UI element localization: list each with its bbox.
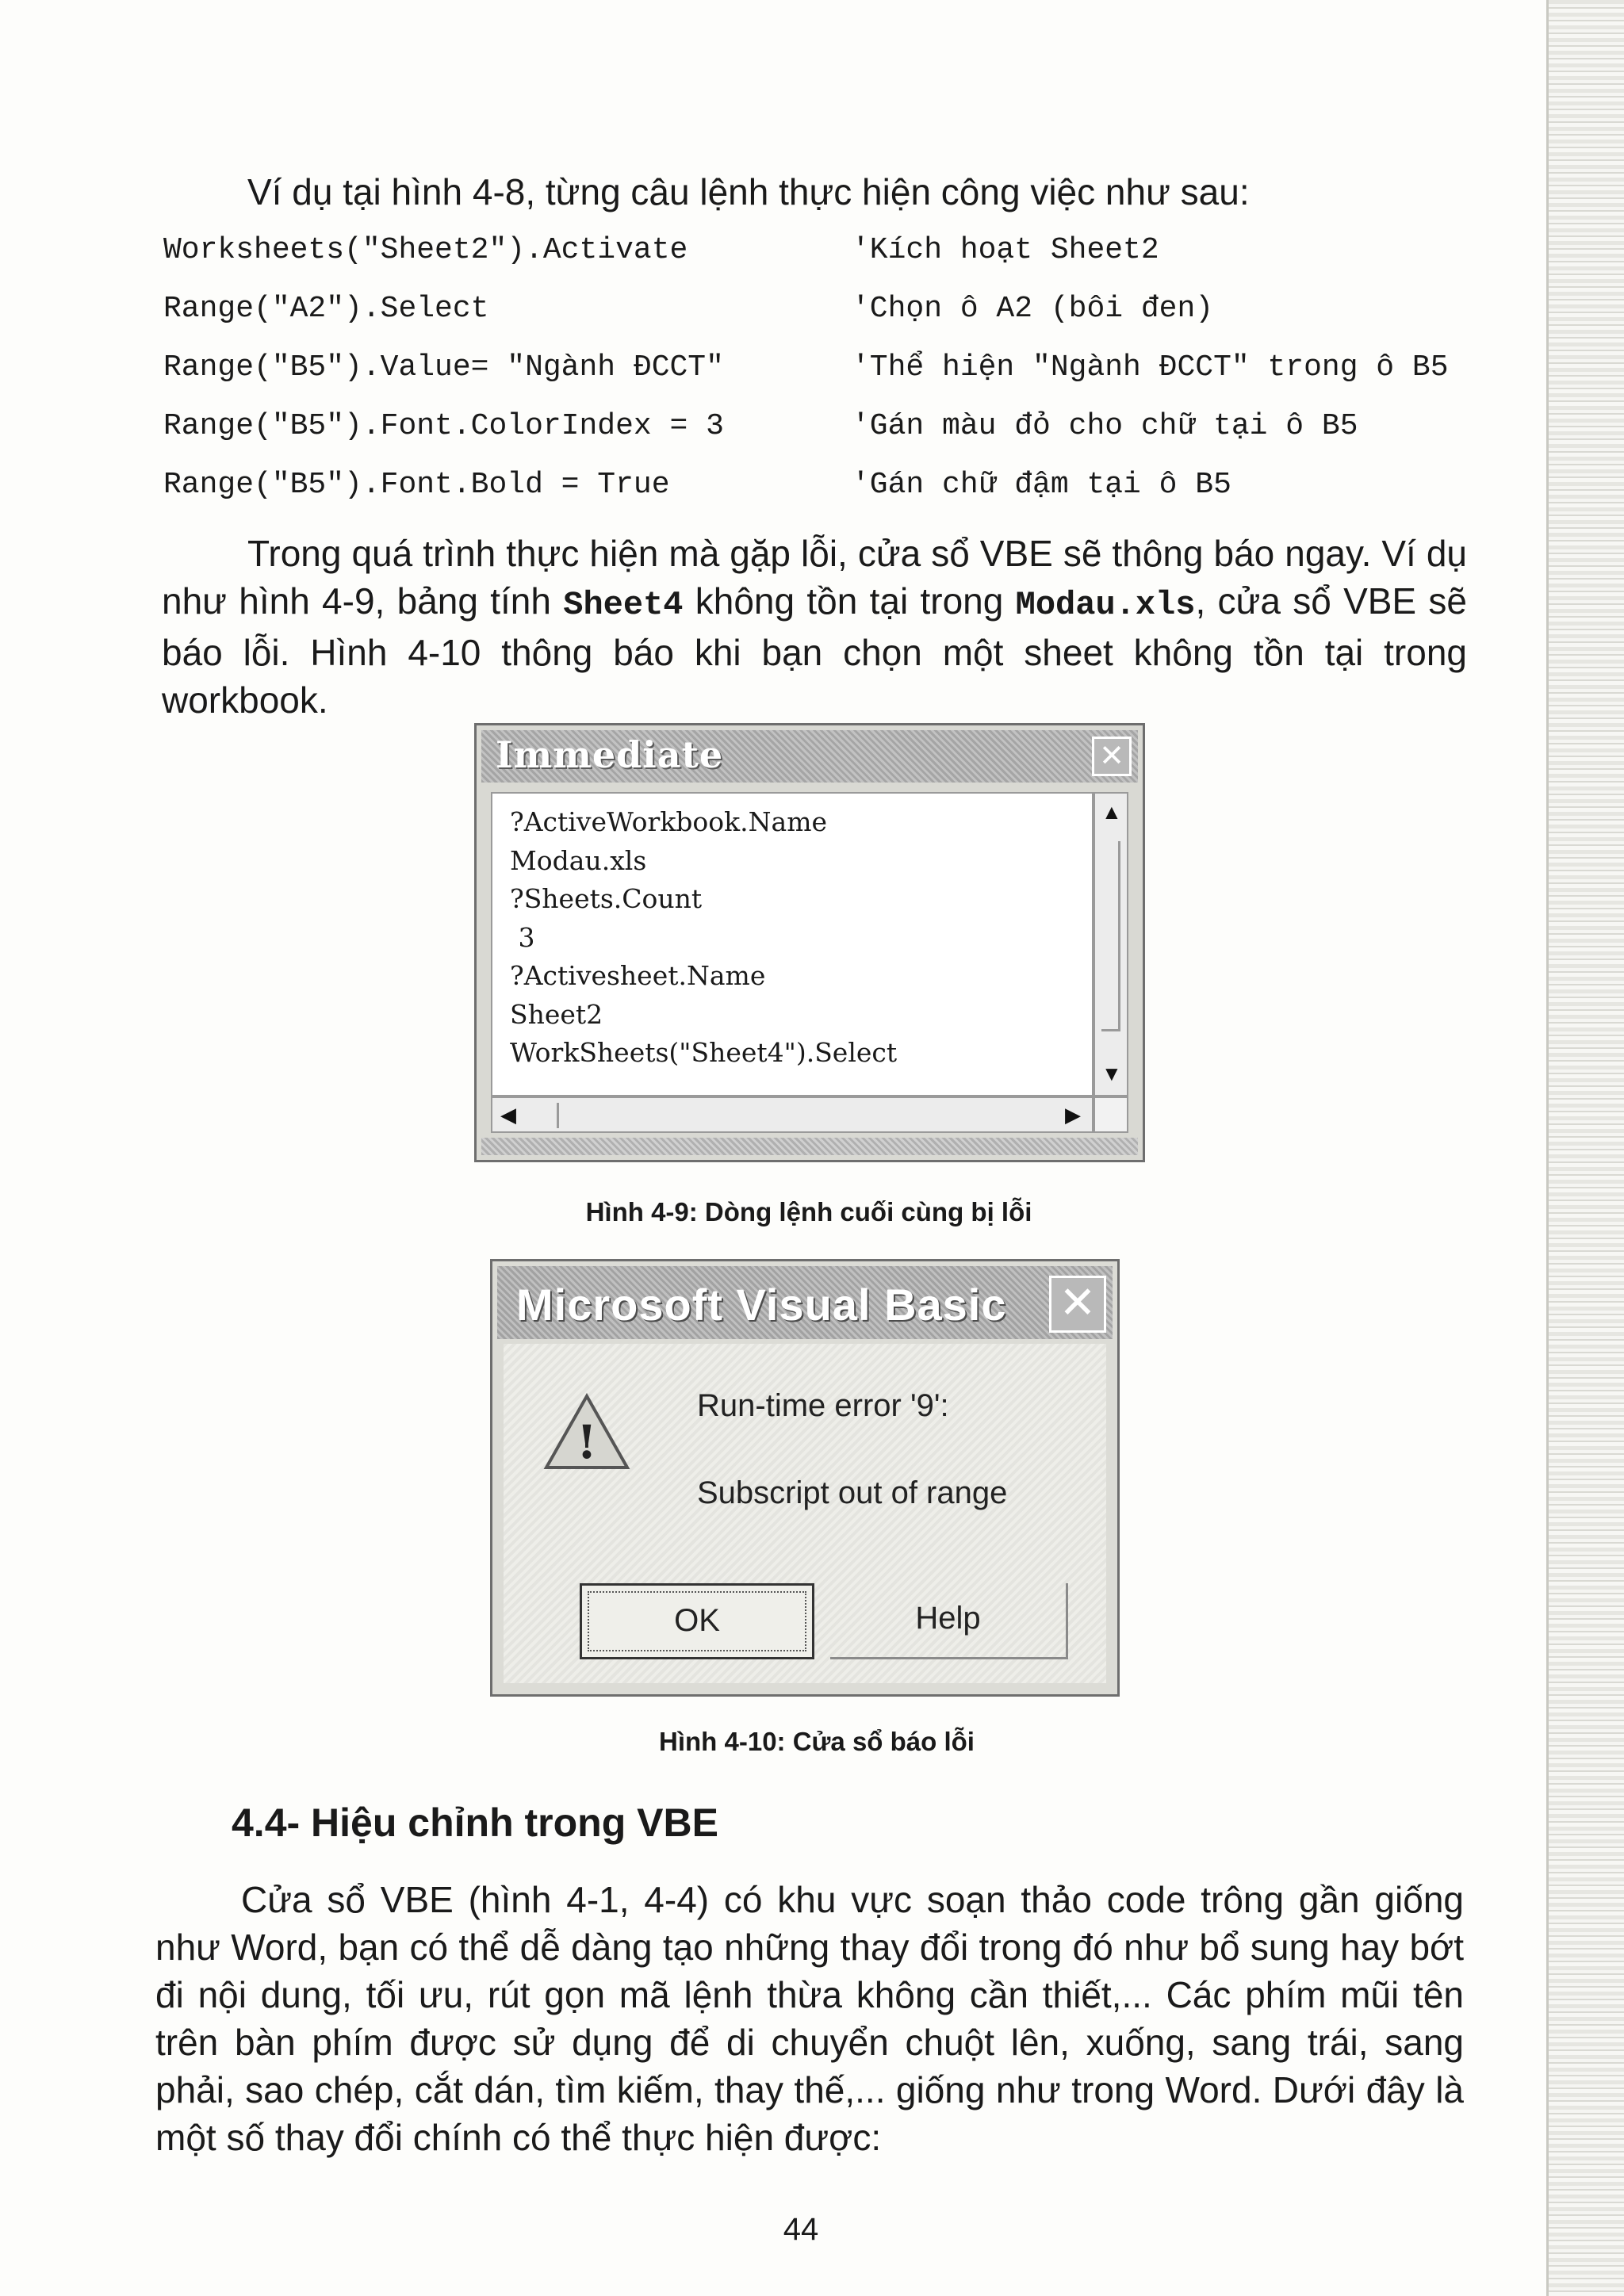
immediate-line: Sheet2 bbox=[510, 998, 603, 1030]
error-paragraph bbox=[162, 530, 1467, 724]
immediate-line: Modau.xls bbox=[510, 844, 647, 876]
sheet-name: Sheet4 bbox=[563, 586, 684, 624]
code-line bbox=[163, 403, 1480, 450]
immediate-line: ?Activesheet.Name bbox=[510, 960, 766, 991]
resize-corner[interactable] bbox=[1094, 1096, 1128, 1133]
vertical-scrollbar[interactable] bbox=[1094, 792, 1128, 1096]
code-statement: Worksheets("Sheet2").Activate bbox=[163, 233, 688, 267]
code-line bbox=[163, 461, 1480, 509]
code-line bbox=[163, 344, 1480, 392]
immediate-title: Immediate bbox=[496, 733, 724, 776]
immediate-code-area[interactable] bbox=[491, 792, 1094, 1096]
code-line bbox=[163, 227, 1480, 274]
code-comment: 'Gán màu đỏ cho chữ tại ô B5 bbox=[852, 409, 1358, 443]
error-detail: Subscript out of range bbox=[697, 1475, 1008, 1510]
immediate-window bbox=[474, 723, 1145, 1162]
close-icon[interactable]: ✕ bbox=[1092, 737, 1132, 776]
scroll-up-icon[interactable]: ▲ bbox=[1101, 800, 1122, 824]
code-statement: Range("B5").Value= "Ngành ĐCCT" bbox=[163, 350, 724, 385]
code-comment: 'Chọn ô A2 (bôi đen) bbox=[852, 292, 1214, 326]
scroll-thumb[interactable] bbox=[1101, 841, 1120, 1031]
code-statement: Range("A2").Select bbox=[163, 292, 489, 326]
figure-caption: Hình 4-10: Cửa sổ báo lỗi bbox=[659, 1727, 975, 1756]
code-statement: Range("B5").Font.ColorIndex = 3 bbox=[163, 409, 724, 443]
section-heading: 4.4- Hiệu chỉnh trong VBE bbox=[232, 1800, 718, 1845]
horizontal-scrollbar[interactable] bbox=[491, 1096, 1094, 1133]
code-comment: 'Kích hoạt Sheet2 bbox=[852, 233, 1159, 267]
figure-caption: Hình 4-9: Dòng lệnh cuối cùng bị lỗi bbox=[585, 1197, 1032, 1226]
error-message: Run-time error '9': bbox=[697, 1388, 949, 1423]
immediate-line: ?ActiveWorkbook.Name bbox=[510, 806, 828, 837]
error-dialog bbox=[490, 1259, 1120, 1697]
page-edge-shadow bbox=[1546, 0, 1624, 2296]
code-statement: Range("B5").Font.Bold = True bbox=[163, 468, 670, 502]
scroll-left-icon[interactable]: ◀ bbox=[500, 1103, 516, 1127]
immediate-line: 3 bbox=[510, 921, 535, 953]
para-text: Trong quá trình thực hiện mà gặp lỗi, cửa sổ VBE sẽ thông báo ngay. Ví dụ như hình 4-9, bảng tính bbox=[162, 533, 1467, 622]
vbe-editing-paragraph bbox=[155, 1876, 1464, 2161]
immediate-line: ?Sheets.Count bbox=[510, 883, 703, 914]
para-text: , cửa sổ VBE sẽ báo lỗi. Hình 4-10 thông báo khi bạn chọn một sheet không tồn tại trong workbook. bbox=[162, 580, 1467, 721]
scroll-down-icon[interactable]: ▼ bbox=[1101, 1062, 1122, 1085]
dialog-title: Microsoft Visual Basic bbox=[516, 1280, 1007, 1330]
help-button[interactable]: Help bbox=[830, 1583, 1068, 1659]
para-text: Cửa sổ VBE (hình 4-1, 4-4) có khu vực soạn thảo code trông gần giống như Word, bạn có thể dễ dàng tạo những thay đổi trong đó như bổ sung hay bớt đi nội dung, tối ưu, rút gọn mã lệnh thừa không cần thiết,... Các phím mũi tên trên bàn phím được sử dụng để di chuyển chuột lên, xuống, sang trái, sang phải, sao chép, cắt dán, tìm kiếm, thay thế,... giống như trong Word. Dưới đây là một số thay đổi chính có thể thực hiện được: bbox=[155, 1879, 1464, 2158]
scroll-thumb[interactable] bbox=[527, 1103, 559, 1128]
immediate-line: WorkSheets("Sheet4").Select bbox=[510, 1037, 898, 1068]
code-comment: 'Gán chữ đậm tại ô B5 bbox=[852, 468, 1231, 502]
dialog-titlebar[interactable] bbox=[497, 1266, 1113, 1339]
warning-icon bbox=[543, 1393, 630, 1472]
scroll-right-icon[interactable]: ▶ bbox=[1065, 1103, 1081, 1127]
intro-sentence: Ví dụ tại hình 4-8, từng câu lệnh thực hiện công việc như sau: bbox=[247, 171, 1250, 212]
dialog-body bbox=[504, 1344, 1106, 1683]
para-text: không tồn tại trong bbox=[683, 580, 1016, 622]
code-line bbox=[163, 285, 1480, 333]
immediate-titlebar[interactable] bbox=[481, 730, 1138, 783]
warning-glyph: ! bbox=[576, 1415, 597, 1469]
file-name: Modau.xls bbox=[1015, 586, 1196, 624]
page-number: 44 bbox=[783, 2212, 819, 2247]
window-bottom-border bbox=[481, 1138, 1138, 1155]
code-comment: 'Thể hiện "Ngành ĐCCT" trong ô B5 bbox=[852, 350, 1449, 385]
ok-button[interactable]: OK bbox=[580, 1583, 814, 1659]
close-icon[interactable]: ✕ bbox=[1049, 1276, 1106, 1333]
